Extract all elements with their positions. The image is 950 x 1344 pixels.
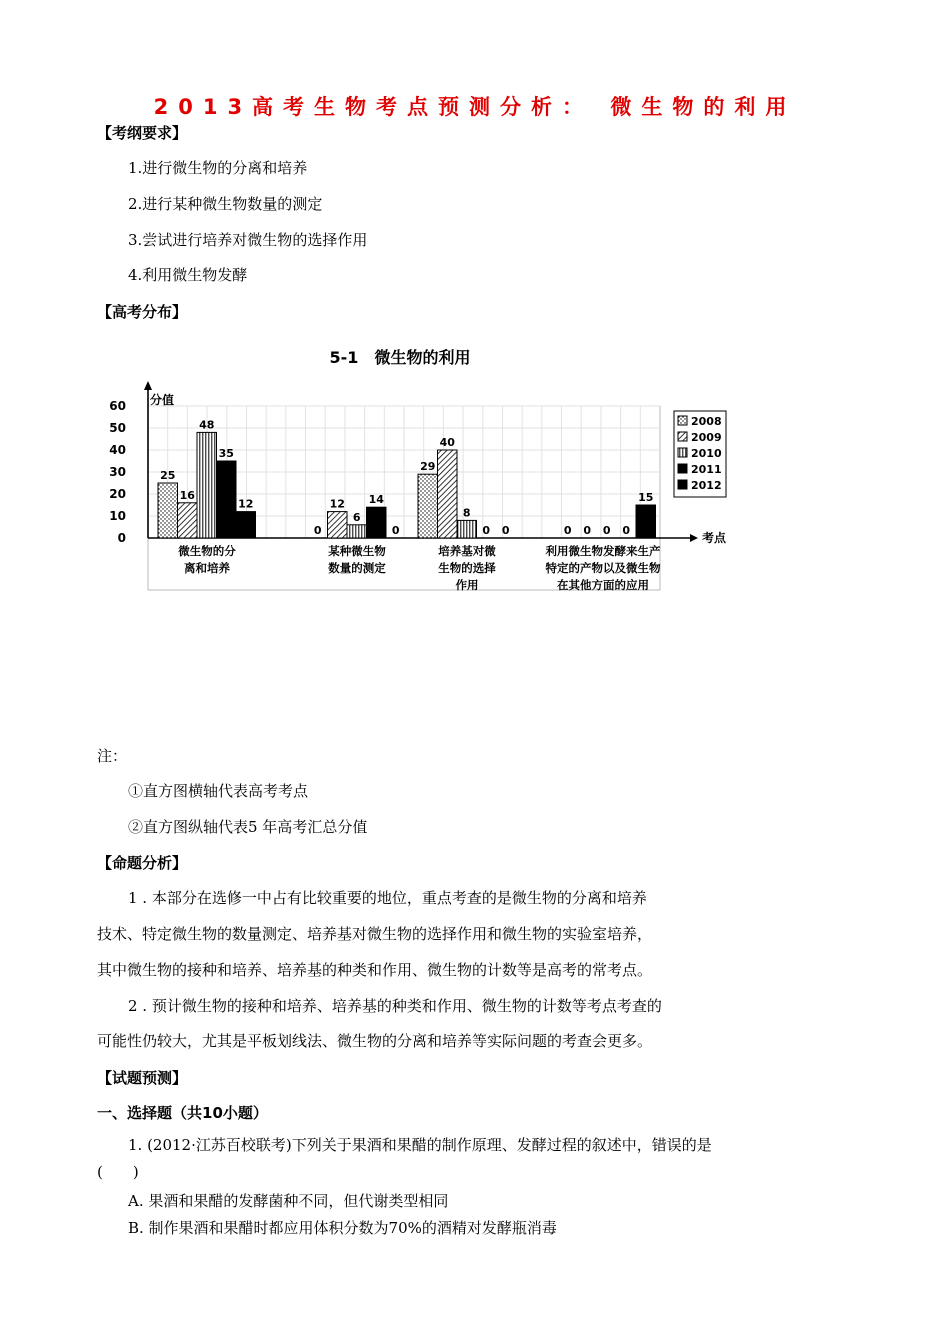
legend-swatch [678,464,687,473]
legend-label: 2008 [691,415,722,428]
requirement-item: 1.进行微生物的分离和培养 [128,159,308,177]
part-title: 一、选择题（共10小题） [97,1104,268,1122]
data-label: 0 [622,524,631,537]
distribution-heading: 【高考分布】 [97,303,188,321]
analysis-heading: 【命题分析】 [97,854,188,872]
y-tick-label: 0 [117,531,126,545]
data-label: 29 [420,460,436,474]
legend-swatch [678,448,687,457]
requirement-item: 2.进行某种微生物数量的测定 [128,195,323,213]
data-label: 14 [368,493,384,507]
y-tick-label: 30 [109,465,126,479]
prediction-heading: 【试题预测】 [97,1069,188,1087]
data-label: 12 [238,497,254,511]
y-tick-label: 50 [109,421,126,435]
category-label: 培养基对微 [438,544,496,558]
category-label: 在其他方面的应用 [557,578,649,592]
bar [367,507,387,538]
category-label: 特定的产物以及微生物 [545,561,661,575]
y-tick-label: 40 [109,443,126,457]
note-item: ①直方图横轴代表高考考点 [128,782,309,800]
bar [197,432,217,538]
legend-swatch [678,416,687,425]
note-item: ②直方图纵轴代表5 年高考汇总分值 [128,818,368,836]
data-label: 0 [583,524,592,537]
analysis-line: 可能性仍较大，尤其是平板划线法、微生物的分离和培养等实际问题的考查会更多。 [97,1032,653,1050]
analysis-line: 2 . 预计微生物的接种和培养、培养基的种类和作用、微生物的计数等考点考查的 [128,997,662,1015]
data-label: 12 [329,497,345,511]
data-label: 40 [439,436,455,449]
data-label: 0 [482,524,491,537]
data-label: 8 [462,506,471,520]
y-tick-label: 20 [109,487,126,501]
data-label: 0 [602,524,611,537]
bar [347,525,367,538]
category-label: 利用微生物发酵来生产 [545,544,661,558]
legend-swatch [678,480,687,489]
data-label: 0 [391,524,400,537]
data-label: 15 [638,491,654,504]
bar [438,450,458,538]
data-label: 25 [160,469,176,482]
category-label: 离和培养 [184,561,230,575]
question-1: 1. (2012·江苏百校联考)下列关于果酒和果醋的制作原理、发酵过程的叙述中，错误的是 [128,1136,712,1154]
data-label: 0 [501,524,510,537]
bar [217,461,237,538]
bar [636,505,656,538]
requirements-heading: 【考纲要求】 [97,124,188,142]
data-label: 35 [218,447,234,460]
bar [158,483,178,538]
data-label: 0 [313,524,322,537]
option-b: B. 制作果酒和果醋时都应用体积分数为70%的酒精对发酵瓶消毒 [128,1219,557,1237]
y-tick-label: 10 [109,509,126,523]
requirement-item: 3.尝试进行培养对微生物的选择作用 [128,231,368,249]
category-label: 作用 [455,578,479,592]
data-label: 6 [352,510,361,524]
notes-label: 注： [97,747,128,765]
data-label: 16 [179,488,195,502]
x-axis-label: 考点 [702,531,727,545]
x-axis-arrow [690,534,698,542]
option-a: A. 果酒和果醋的发酵菌种不同，但代谢类型相同 [128,1192,449,1210]
bar [178,503,198,538]
y-axis-label: 分值 [150,393,175,407]
bar [418,474,438,538]
category-label: 微生物的分 [178,544,236,558]
y-axis-arrow [144,381,152,390]
bar-chart [100,378,740,600]
analysis-line: 1 . 本部分在选修一中占有比较重要的地位，重点考查的是微生物的分离和培养 [128,889,647,907]
bar [236,512,256,538]
legend-label: 2012 [691,479,722,492]
requirement-item: 4.利用微生物发酵 [128,266,248,284]
bar [328,512,348,538]
data-label: 48 [199,418,215,432]
legend-swatch [678,432,687,441]
y-tick-label: 60 [109,399,126,413]
analysis-line: 其中微生物的接种和培养、培养基的种类和作用、微生物的计数等是高考的常考点。 [97,961,653,979]
legend-label: 2010 [691,447,722,460]
analysis-line: 技术、特定微生物的数量测定、培养基对微生物的选择作用和微生物的实验室培养， [97,925,653,943]
page-title: 2013高考生物考点预测分析： 微生物的利用 [153,95,797,119]
legend-label: 2009 [691,431,722,444]
legend-label: 2011 [691,463,722,476]
category-label: 生物的选择 [438,561,496,575]
category-label: 数量的测定 [328,561,386,575]
bar [457,520,477,538]
question-1-paren: ( ) [97,1163,139,1181]
chart-title: 5-1 微生物的利用 [329,348,471,367]
category-label: 某种微生物 [328,544,386,558]
data-label: 0 [563,524,572,537]
